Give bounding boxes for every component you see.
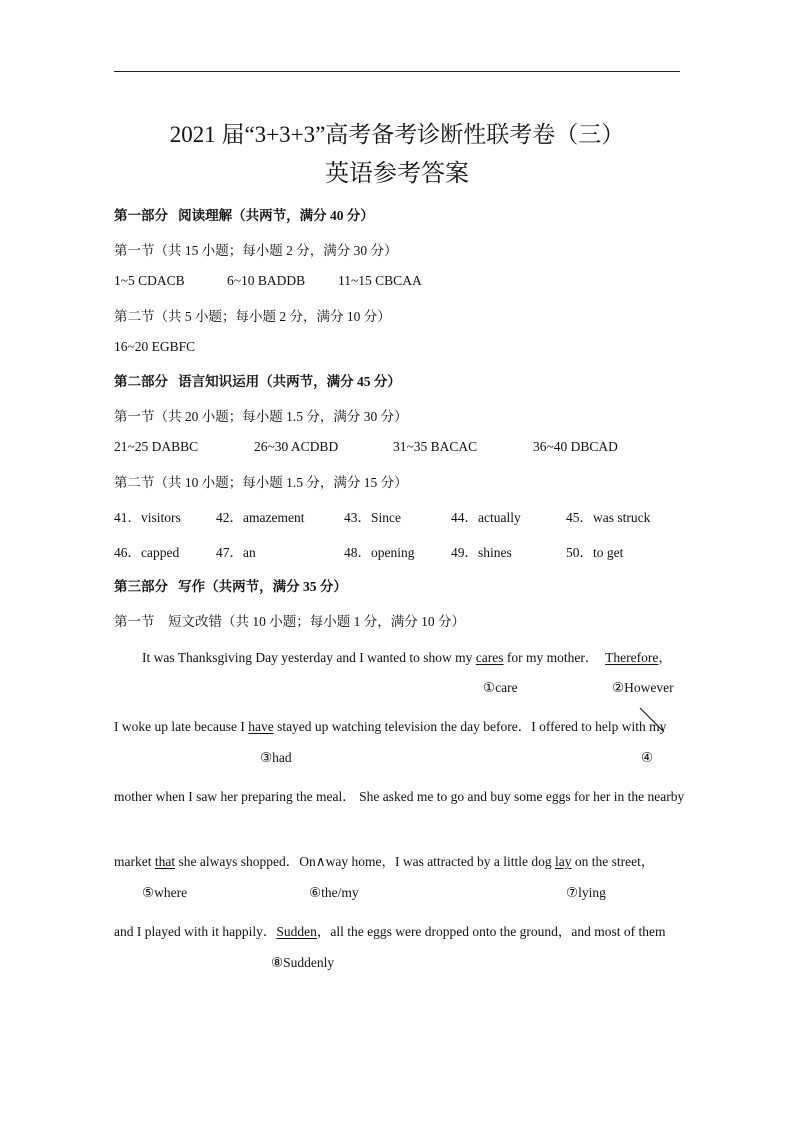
part3-heading-label: 第三部分: [114, 579, 168, 594]
error-mark-1: cares: [475, 650, 504, 665]
part1-section2: 第二节（共 5 小题；每小题 2 分，满分 10 分）: [114, 309, 391, 324]
answer-47: 47．an: [216, 545, 256, 560]
correction-2: ②However: [612, 680, 674, 695]
answer-48: 48．opening: [344, 545, 415, 560]
part2-answers-1: 21~25 DABBC: [114, 439, 199, 454]
answer-46: 46．capped: [114, 545, 180, 560]
essay-line-5: [114, 920, 666, 940]
part1-answers-1: 1~5 CDACB: [114, 273, 185, 288]
header-rule: [114, 71, 680, 72]
essay-text: stayed up watching television the day before．I offered to help with my: [273, 719, 667, 734]
essay-line-3: mother when I saw her preparing the meal． She asked me to go and buy some eggs for her in the nearby: [114, 789, 685, 804]
doc-title: 2021 届“3+3+3”高考备考诊断性联考卷（三）: [169, 122, 625, 147]
answer-50: 50．to get: [566, 545, 624, 560]
essay-line-4: [114, 850, 654, 870]
error-mark-5: that: [154, 854, 176, 869]
essay-text: ，all the eggs were dropped onto the ground，and most of them: [316, 924, 666, 939]
answer-42: 42．amazement: [216, 510, 305, 525]
correction-6: ⑥the/my: [309, 885, 359, 900]
essay-text: market: [114, 854, 155, 869]
part1-section1: 第一节（共 15 小题；每小题 2 分，满分 30 分）: [114, 243, 398, 258]
part3-section1: 第一节 短文改错（共 10 小题；每小题 1 分，满分 10 分）: [114, 614, 465, 629]
part2-section2: 第二节（共 10 小题；每小题 1.5 分，满分 15 分）: [114, 475, 408, 490]
part1-answers-4: 16~20 EGBFC: [114, 339, 196, 354]
answer-41: 41．visitors: [114, 510, 181, 525]
part2-heading-label: 第二部分: [114, 374, 168, 389]
correction-8: ⑧Suddenly: [271, 955, 335, 970]
answer-49: 49．shines: [451, 545, 512, 560]
correction-7: ⑦lying: [566, 885, 606, 900]
essay-text: on the street，: [571, 854, 655, 869]
part1-heading-name: 阅读理解（共两节，满分 40 分）: [178, 208, 374, 223]
part1-answers-3: 11~15 CBCAA: [338, 273, 422, 288]
doc-subtitle: 英语参考答案: [325, 161, 469, 187]
error-mark-3: have: [248, 719, 274, 734]
essay-text: It was Thanksgiving Day yesterday and I wanted to show my: [142, 650, 476, 665]
part3-heading: [114, 575, 347, 595]
answer-45: 45．was struck: [566, 510, 651, 525]
deletion-slash-icon: [638, 706, 668, 734]
essay-text: for my mother．: [503, 650, 599, 665]
essay-text: she always shopped．On∧way home，I was attracted by a little dog: [175, 854, 556, 869]
part2-heading: [114, 370, 401, 390]
part2-answers-4: 36~40 DBCAD: [533, 439, 618, 454]
essay-line-2: [114, 715, 666, 735]
correction-1: ①care: [483, 680, 518, 695]
part1-heading: [114, 204, 374, 224]
correction-3: ③had: [260, 750, 292, 765]
part1-heading-label: 第一部分: [114, 208, 168, 223]
part1-answers-2: 6~10 BADDB: [227, 273, 306, 288]
essay-text: I woke up late because I: [114, 719, 249, 734]
part2-answers-2: 26~30 ACDBD: [254, 439, 339, 454]
correction-5: ⑤where: [142, 885, 188, 900]
part3-heading-name: 写作（共两节，满分 35 分）: [178, 579, 347, 594]
answer-43: 43．Since: [344, 510, 401, 525]
correction-4: ④: [641, 750, 654, 765]
answer-44: 44．actually: [451, 510, 521, 525]
error-mark-7: lay: [555, 854, 572, 869]
essay-text: and I played with it happily．: [114, 924, 277, 939]
essay-line-1: [142, 646, 672, 666]
error-mark-2: Therefore: [605, 650, 659, 665]
essay-text: ，: [658, 650, 672, 665]
error-mark-8: Sudden: [276, 924, 317, 939]
part2-section1: 第一节（共 20 小题；每小题 1.5 分，满分 30 分）: [114, 409, 408, 424]
part2-answers-3: 31~35 BACAC: [393, 439, 478, 454]
part2-heading-name: 语言知识运用（共两节，满分 45 分）: [178, 374, 401, 389]
